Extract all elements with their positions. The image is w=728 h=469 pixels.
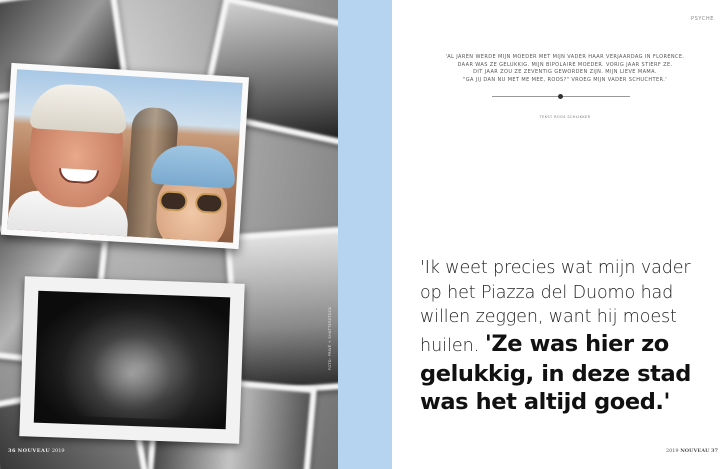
quote-bold-line: was het altijd goed.'	[420, 388, 671, 415]
quote-line: willen zeggen, want hij moest	[420, 307, 677, 327]
quote-line: op het Piazza del Duomo had	[420, 282, 674, 303]
sunglasses	[159, 190, 226, 214]
intro-text	[422, 54, 708, 84]
pull-quote	[420, 256, 725, 416]
quote-bold-line: gelukkig, in deze stad	[420, 360, 691, 387]
quote-line-mixed: huilen. 'Ze was hier zo	[420, 330, 669, 357]
intro-line: 'AL JAREN WERDE MIJN MOEDER MET MIJN VADER HAAR VERJAARDAG IN FLORENCE.	[445, 54, 685, 60]
quote-bold-start: 'Ze was hier zo	[484, 330, 669, 357]
folio-left: 36 NOUVEAU 2019	[8, 448, 65, 454]
divider-line	[492, 96, 630, 97]
blue-color-band	[338, 0, 392, 469]
quote-line: 'Ik weet precies wat mijn vader	[420, 258, 691, 278]
intro-line: "GA JIJ DAN NU MET ME MEE, ROOS?" VROEG MIJN VADER SCHUCHTER.'	[463, 76, 667, 83]
intro-line: DIT JAAR ZOU ZE ZEVENTIG GEWORDEN ZIJN. MIJN LIEVE MAMA.	[473, 69, 657, 76]
byline: TEKST ROOS SCHLIKKER	[539, 115, 591, 119]
section-label: PSYCHE	[691, 16, 714, 22]
selfie-photo	[1, 63, 249, 249]
ultrasound-photo	[19, 276, 244, 444]
folio-right: 2019 NOUVEAU 37	[665, 448, 718, 454]
photo-credit: FOTO: PRIVÉ + SHUTTERSTOCK	[328, 306, 332, 370]
divider-dot	[558, 94, 563, 99]
left-page-collage	[0, 0, 338, 469]
intro-line: DAAR WAS ZE GELUKKIG. MIJN BIPOLAIRE MOEDER. VORIG JAAR STIERF ZE.	[457, 61, 673, 68]
right-page	[392, 0, 728, 469]
